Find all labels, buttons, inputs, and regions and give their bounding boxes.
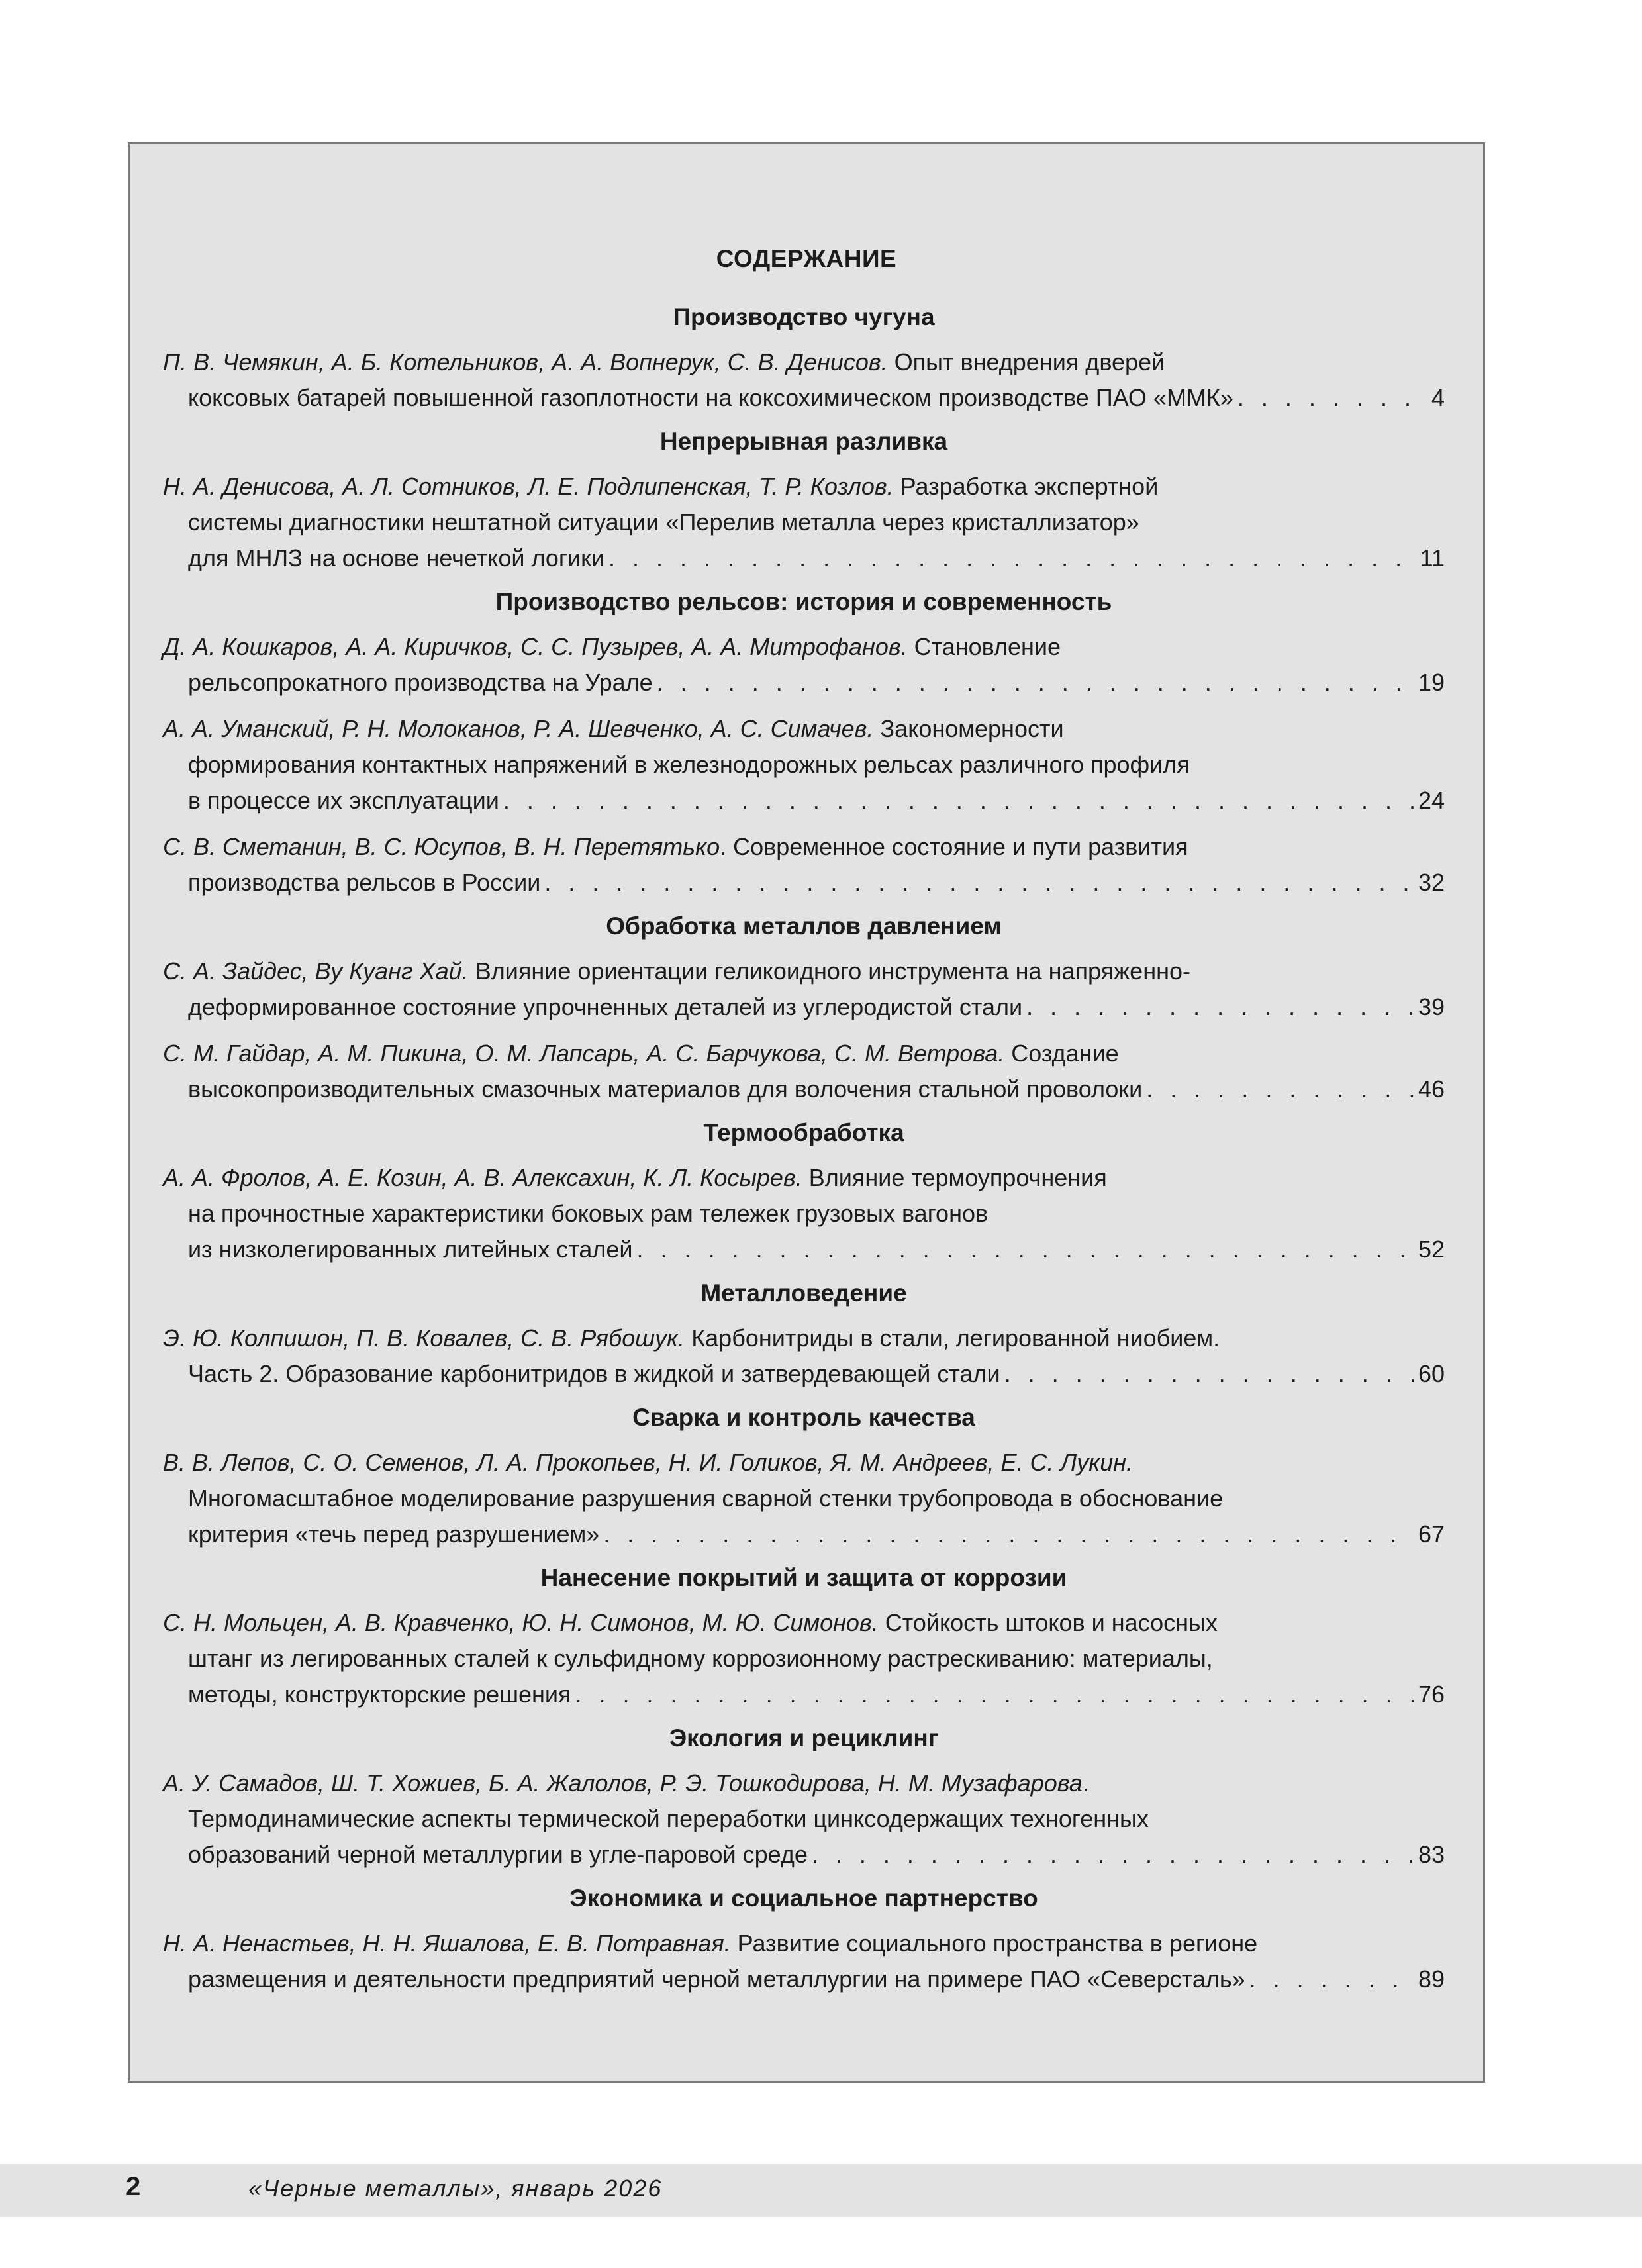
dot-leader	[603, 1516, 1414, 1552]
entry-title-start: Становление	[907, 633, 1061, 660]
entry-page-number: 52	[1418, 1236, 1445, 1263]
entry-authors: С. М. Гайдар, А. М. Пикина, О. М. Лапсарь, А. С. Барчукова, С. М. Ветрова.	[163, 1040, 1005, 1067]
entry-title-line: системы диагностики нештатной ситуации «Перелив металла через кристаллизатор»	[188, 509, 1139, 536]
section-heading: Обработка металлов давлением	[606, 912, 1002, 940]
entry-authors: А. А. Уманский, Р. Н. Молоканов, Р. А. Шевченко, А. С. Симачев.	[163, 715, 874, 742]
section-heading: Экология и рециклинг	[669, 1724, 939, 1751]
entry-authors: С. В. Сметанин, В. С. Юсупов, В. Н. Перетятько	[163, 833, 720, 860]
toc-entry[interactable]	[163, 829, 1445, 901]
entry-title-line: штанг из легированных сталей к сульфидному коррозионному растрескиванию: материалы,	[188, 1645, 1213, 1672]
section-heading: Термообработка	[703, 1119, 904, 1146]
entry-authors: Д. А. Кошкаров, А. А. Киричков, С. С. Пузырев, А. А. Митрофанов.	[163, 633, 908, 660]
dot-leader	[1026, 989, 1414, 1025]
section-heading: Металловедение	[700, 1279, 907, 1307]
dot-leader	[544, 865, 1414, 901]
dot-leader	[1004, 1356, 1414, 1392]
entry-title-start: Закономерности	[873, 715, 1064, 742]
entry-title-line: размещения и деятельности предприятий черной металлургии на примере ПАО «Северсталь»	[188, 1965, 1245, 1993]
dot-leader	[1146, 1071, 1414, 1107]
footer-journal-title: «Черные металлы», январь 2026	[248, 2175, 663, 2202]
entry-title-line: критерия «течь перед разрушением»	[188, 1520, 600, 1548]
entry-title-line: Часть 2. Образование карбонитридов в жидкой и затвердевающей стали	[188, 1360, 1000, 1387]
entry-page-number: 24	[1418, 787, 1445, 814]
entry-page-number: 32	[1418, 869, 1445, 896]
dot-leader	[1249, 1961, 1414, 1997]
dot-leader	[503, 783, 1414, 818]
entry-page-number: 60	[1418, 1360, 1445, 1387]
entry-page-number: 76	[1418, 1681, 1445, 1708]
section-heading: Нанесение покрытий и защита от коррозии	[540, 1564, 1067, 1591]
entry-title-line: деформированное состояние упрочненных деталей из углеродистой стали	[188, 993, 1023, 1020]
toc-entry[interactable]	[163, 1926, 1445, 1997]
toc-entry[interactable]	[163, 1765, 1445, 1873]
entry-page-number: 11	[1420, 544, 1445, 571]
entry-page-number: 46	[1418, 1075, 1445, 1103]
dot-leader	[812, 1837, 1414, 1873]
toc-entry[interactable]	[163, 1445, 1445, 1552]
entry-title-line: Термодинамические аспекты термической переработки цинксодержащих техногенных	[188, 1805, 1149, 1832]
entry-authors: С. Н. Мольцен, А. В. Кравченко, Ю. Н. Симонов, М. Ю. Симонов.	[163, 1609, 879, 1636]
contents-panel	[128, 142, 1485, 2083]
entry-title-line: формирования контактных напряжений в железнодорожных рельсах различного профиля	[188, 751, 1190, 778]
contents-list	[163, 302, 1445, 2008]
entry-title-start: Влияние ориентации геликоидного инструмента на напряженно-	[468, 958, 1190, 985]
toc-entry[interactable]	[163, 344, 1445, 416]
entry-title-start: Разработка экспертной	[893, 473, 1159, 500]
entry-title-line: в процессе их эксплуатации	[188, 787, 499, 814]
toc-entry[interactable]	[163, 469, 1445, 576]
entry-title-line: Многомасштабное моделирование разрушения сварной стенки трубопровода в обоснование	[188, 1485, 1224, 1512]
section-heading: Непрерывная разливка	[659, 428, 948, 455]
entry-title-start: Стойкость штоков и насосных	[878, 1609, 1218, 1636]
entry-title-start: . Современное состояние и пути развития	[720, 833, 1188, 860]
toc-entry[interactable]	[163, 1036, 1445, 1107]
entry-page-number: 39	[1418, 993, 1445, 1020]
entry-authors: Н. А. Денисова, А. Л. Сотников, Л. Е. Подлипенская, Т. Р. Козлов.	[163, 473, 894, 500]
entry-page-number: 67	[1418, 1520, 1445, 1548]
toc-entry[interactable]	[163, 629, 1445, 701]
dot-leader	[637, 1232, 1414, 1267]
entry-title-line: образований черной металлургии в угле-паровой среде	[188, 1841, 808, 1868]
dot-leader	[608, 540, 1416, 576]
dot-leader	[575, 1677, 1414, 1712]
section-heading: Производство рельсов: история и современность	[495, 588, 1112, 615]
entry-authors: Э. Ю. Колпишон, П. В. Ковалев, С. В. Рябошук.	[163, 1324, 685, 1352]
footer-page-number: 2	[126, 2172, 141, 2201]
entry-page-number: 89	[1418, 1965, 1445, 1993]
contents-title: СОДЕРЖАНИЕ	[716, 245, 897, 272]
section-heading: Производство чугуна	[673, 303, 935, 330]
dot-leader	[657, 665, 1414, 701]
entry-authors: В. В. Лепов, С. О. Семенов, Л. А. Прокопьев, Н. И. Голиков, Я. М. Андреев, Е. С. Лукин.	[163, 1449, 1134, 1476]
entry-authors: А. У. Самадов, Ш. Т. Хожиев, Б. А. Жалолов, Р. Э. Тошкодирова, Н. М. Музафарова	[163, 1769, 1083, 1797]
entry-page-number: 19	[1418, 669, 1445, 696]
entry-authors: А. А. Фролов, А. Е. Козин, А. В. Алексахин, К. Л. Косырев.	[163, 1164, 802, 1191]
toc-entry[interactable]	[163, 954, 1445, 1025]
entry-title-start: .	[1082, 1769, 1089, 1797]
entry-title-line: из низколегированных литейных сталей	[188, 1236, 633, 1263]
entry-title-start: Опыт внедрения дверей	[887, 348, 1165, 375]
entry-authors: П. В. Чемякин, А. Б. Котельников, А. А. Вопнерук, С. В. Денисов.	[163, 348, 888, 375]
entry-title-line: рельсопрокатного производства на Урале	[188, 669, 653, 696]
entry-authors: Н. А. Ненастьев, Н. Н. Яшалова, Е. В. Потравная.	[163, 1930, 731, 1957]
entry-title-line: производства рельсов в России	[188, 869, 541, 896]
entry-title-start: Карбонитриды в стали, легированной ниобием.	[685, 1324, 1220, 1352]
section-heading: Экономика и социальное партнерство	[569, 1885, 1038, 1912]
entry-title-line: коксовых батарей повышенной газоплотности на коксохимическом производстве ПАО «ММК»	[188, 384, 1233, 411]
entry-title-start: Развитие социального пространства в регионе	[730, 1930, 1258, 1957]
toc-entry[interactable]	[163, 1320, 1445, 1392]
page-footer	[0, 2164, 1642, 2217]
entry-title-start: Влияние термоупрочнения	[802, 1164, 1107, 1191]
entry-title-start: Создание	[1004, 1040, 1119, 1067]
entry-title-line: методы, конструкторские решения	[188, 1681, 571, 1708]
entry-page-number: 4	[1431, 384, 1445, 411]
dot-leader	[1237, 380, 1427, 416]
entry-title-line: высокопроизводительных смазочных материалов для волочения стальной проволоки	[188, 1075, 1143, 1103]
entry-page-number: 83	[1418, 1841, 1445, 1868]
entry-title-line: на прочностные характеристики боковых рам тележек грузовых вагонов	[188, 1200, 989, 1227]
toc-entry[interactable]	[163, 1605, 1445, 1712]
section-heading: Сварка и контроль качества	[632, 1404, 975, 1431]
entry-authors: С. А. Зайдес, Ву Куанг Хай.	[163, 958, 469, 985]
entry-title-line: для МНЛЗ на основе нечеткой логики	[188, 544, 605, 571]
toc-entry[interactable]	[163, 1160, 1445, 1267]
toc-entry[interactable]	[163, 711, 1445, 818]
